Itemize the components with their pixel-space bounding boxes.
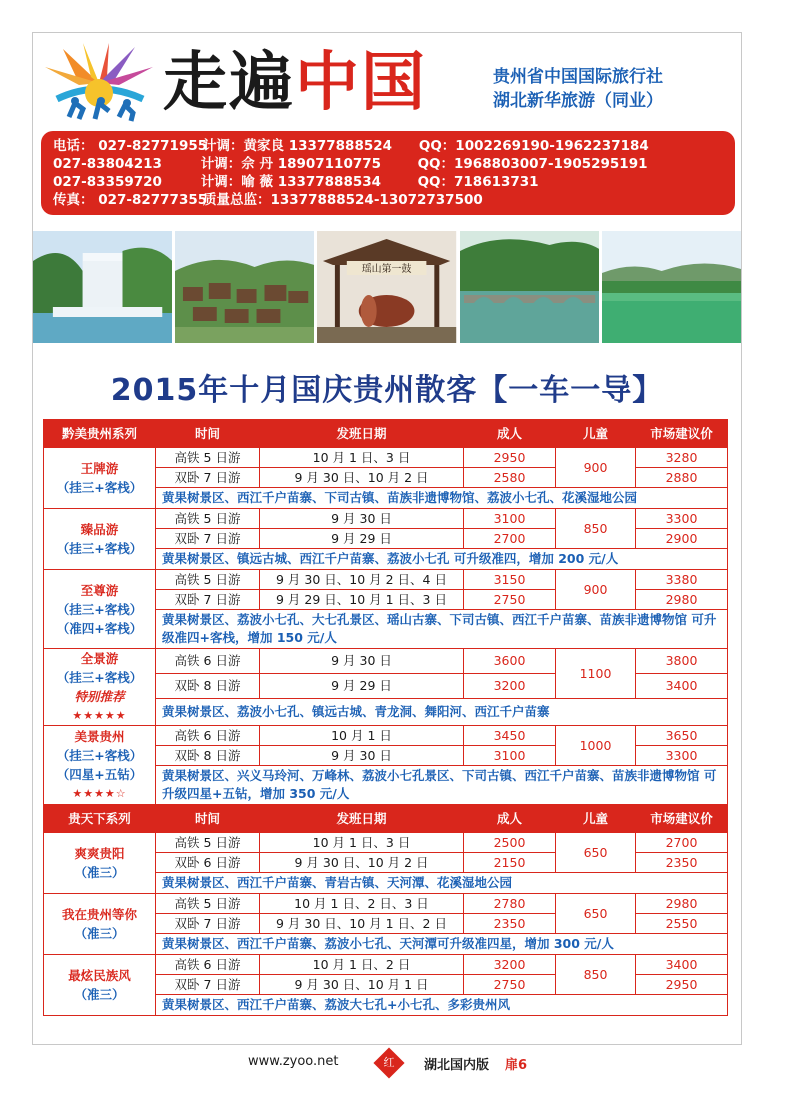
market-price: 3800: [636, 649, 728, 674]
edition-label: 湖北国内版: [424, 1058, 490, 1073]
column-header: 儿童: [556, 805, 636, 833]
adult-price: 2950: [464, 448, 556, 468]
table-row: [44, 894, 728, 914]
departure-date: 9 月 29 日: [260, 529, 464, 549]
adult-price: 2350: [464, 914, 556, 934]
departure-date: 9 月 30 日、10 月 2 日: [260, 468, 464, 488]
child-price: 900: [556, 570, 636, 610]
contact-band: [41, 131, 735, 215]
table-row: [44, 726, 728, 746]
adult-price: 3450: [464, 726, 556, 746]
trip-mode: 高铁 6 日游: [156, 649, 260, 674]
red-diamond-badge-icon: [373, 1047, 404, 1078]
child-price: 1000: [556, 726, 636, 766]
brochure-page: [32, 32, 742, 1045]
page-title: 2015年十月国庆贵州散客【一车一导】: [110, 373, 664, 408]
market-price: 2900: [636, 529, 728, 549]
brand-black-text: 走遍: [163, 45, 295, 120]
trip-mode: 双卧 7 日游: [156, 975, 260, 995]
tour-name-cell: [44, 833, 156, 894]
departure-date: 10 月 1 日、3 日: [260, 833, 464, 853]
market-price: 2980: [636, 590, 728, 610]
planner-text: 计调：佘 丹 18907110775: [200, 156, 382, 172]
tour-name: 王牌游: [80, 461, 119, 476]
tour-name-cell: [44, 955, 156, 1016]
market-price: 2980: [636, 894, 728, 914]
table-row: [44, 448, 728, 468]
photo-village: [175, 231, 314, 343]
child-price: 850: [556, 955, 636, 995]
adult-price: 3200: [464, 955, 556, 975]
header: [33, 33, 741, 131]
departure-date: 9 月 29 日: [260, 674, 464, 699]
brand-red-text: 中国: [295, 45, 427, 120]
website-link[interactable]: www.zyoo.net: [248, 1054, 339, 1069]
tour-name: 爽爽贵阳: [74, 846, 125, 861]
child-price: 1100: [556, 649, 636, 699]
adult-price: 2580: [464, 468, 556, 488]
hotel-grade: （准四+客栈）: [56, 620, 143, 636]
column-header: 黔美贵州系列: [44, 420, 156, 448]
column-header: 贵天下系列: [44, 805, 156, 833]
route-description: 黄果树景区、荔波小七孔、镇远古城、青龙洞、舞阳河、西江千户苗寨: [156, 699, 728, 726]
agency-names: [493, 65, 733, 113]
badge-text: 红: [383, 1056, 395, 1069]
trip-mode: 高铁 6 日游: [156, 955, 260, 975]
planner-text: 质量总监：13377888524-13072737500: [203, 192, 483, 208]
tour-name-cell: [44, 649, 156, 726]
contact-row: [53, 191, 723, 209]
tour-price-table: [43, 419, 728, 1016]
column-header: 成人: [464, 805, 556, 833]
trip-mode: 双卧 6 日游: [156, 853, 260, 873]
market-price: 3400: [636, 955, 728, 975]
departure-date: 9 月 30 日: [260, 649, 464, 674]
photo-strip: [33, 231, 741, 343]
agency-line-2: 湖北新华旅游（同业）: [493, 91, 663, 111]
departure-date: 10 月 1 日、3 日: [260, 448, 464, 468]
trip-mode: 高铁 5 日游: [156, 894, 260, 914]
adult-price: 2750: [464, 590, 556, 610]
sun-logo-icon: [43, 43, 155, 125]
planner-text: 计调：喻 薇 13377888534: [200, 174, 382, 190]
brand-logotype: [163, 41, 427, 125]
column-header: 市场建议价: [636, 805, 728, 833]
market-price: 3280: [636, 448, 728, 468]
table-row: [44, 955, 728, 975]
trip-mode: 双卧 7 日游: [156, 914, 260, 934]
trip-mode: 高铁 5 日游: [156, 448, 260, 468]
table-row: [44, 509, 728, 529]
adult-price: 3200: [464, 674, 556, 699]
hotel-grade: （挂三+客栈）: [56, 480, 143, 495]
table-header-row: [44, 805, 728, 833]
departure-date: 10 月 1 日、2 日、3 日: [260, 894, 464, 914]
tour-name-cell: [44, 448, 156, 509]
column-header: 发班日期: [260, 805, 464, 833]
column-header: 发班日期: [260, 420, 464, 448]
phone-text: 电话： 027-82771955: [53, 138, 208, 154]
child-price: 650: [556, 894, 636, 934]
hotel-grade: （四星+五钻）: [56, 767, 143, 782]
column-header: 时间: [156, 420, 260, 448]
route-description: 黄果树景区、荔波小七孔、大七孔景区、瑶山古寨、下司古镇、西江千户苗寨、苗族非遗博物馆 可升级准四+客栈，增加 150 元/人: [156, 610, 728, 649]
tour-name-cell: [44, 509, 156, 570]
departure-date: 9 月 30 日、10 月 1 日、2 日: [260, 914, 464, 934]
market-price: 2950: [636, 975, 728, 995]
svg-text:瑶山第一鼓: 瑶山第一鼓: [362, 263, 412, 276]
market-price: 2880: [636, 468, 728, 488]
recommend-label: 特别推荐: [74, 689, 125, 704]
hotel-grade: （挂三+客栈）: [56, 601, 143, 617]
adult-price: 3150: [464, 570, 556, 590]
route-description: 黄果树景区、兴义马玲河、万峰林、荔波小七孔景区、下司古镇、西江千户苗寨、苗族非遗博物馆 可升级四星+五钻，增加 350 元/人: [156, 766, 728, 805]
column-header: 市场建议价: [636, 420, 728, 448]
market-price: 3300: [636, 509, 728, 529]
photo-lake: [602, 231, 741, 343]
child-price: 850: [556, 509, 636, 549]
footer: [0, 1050, 800, 1078]
trip-mode: 双卧 7 日游: [156, 529, 260, 549]
tour-name-cell: [44, 894, 156, 955]
planner-text: 计调：黄家良 13377888524: [203, 138, 393, 154]
trip-mode: 双卧 8 日游: [156, 746, 260, 766]
trip-mode: 高铁 5 日游: [156, 833, 260, 853]
photo-stone-bridge: [460, 231, 599, 343]
child-price: 900: [556, 448, 636, 488]
trip-mode: 双卧 7 日游: [156, 590, 260, 610]
departure-date: 10 月 1 日、2 日: [260, 955, 464, 975]
departure-date: 10 月 1 日: [260, 726, 464, 746]
adult-price: 3100: [464, 746, 556, 766]
adult-price: 2150: [464, 853, 556, 873]
departure-date: 9 月 29 日、10 月 1 日、3 日: [260, 590, 464, 610]
hotel-grade: （挂三+客栈）: [56, 541, 143, 556]
hotel-grade: （准三）: [74, 865, 125, 880]
star-rating-icon: ★★★★☆: [72, 787, 127, 800]
photo-drum-pavilion: [317, 231, 456, 343]
departure-date: 9 月 30 日: [260, 509, 464, 529]
hotel-grade: （挂三+客栈）: [56, 670, 143, 685]
qq-text: QQ：1968803007-1905295191: [417, 156, 648, 172]
market-price: 3400: [636, 674, 728, 699]
trip-mode: 高铁 5 日游: [156, 509, 260, 529]
departure-date: 9 月 30 日: [260, 746, 464, 766]
tour-name: 最炫民族风: [68, 968, 131, 983]
route-description: 黄果树景区、西江千户苗寨、下司古镇、苗族非遗博物馆、荔波小七孔、花溪湿地公园: [156, 488, 728, 509]
column-header: 成人: [464, 420, 556, 448]
market-price: 3300: [636, 746, 728, 766]
market-price: 3650: [636, 726, 728, 746]
tour-name-cell: [44, 726, 156, 805]
phone-text: 027-83804213: [53, 156, 162, 172]
table-row: [44, 833, 728, 853]
trip-mode: 双卧 7 日游: [156, 468, 260, 488]
market-price: 2700: [636, 833, 728, 853]
star-rating-icon: ★★★★★: [72, 709, 127, 722]
hotel-grade: （准三）: [74, 926, 125, 941]
route-description: 黄果树景区、西江千户苗寨、荔波大七孔+小七孔、多彩贵州风: [156, 995, 728, 1016]
tour-name-cell: [44, 570, 156, 649]
route-description: 黄果树景区、镇远古城、西江千户苗寨、荔波小七孔 可升级准四，增加 200 元/人: [156, 549, 728, 570]
tour-name: 我在贵州等你: [61, 907, 137, 922]
market-price: 2350: [636, 853, 728, 873]
tour-name: 至尊游: [80, 582, 119, 598]
contact-row: [53, 155, 723, 173]
qq-text: QQ：718613731: [417, 174, 539, 190]
adult-price: 2500: [464, 833, 556, 853]
column-header: 时间: [156, 805, 260, 833]
tour-name: 全景游: [80, 651, 119, 666]
route-description: 黄果树景区、西江千户苗寨、青岩古镇、天河潭、花溪湿地公园: [156, 873, 728, 894]
market-price: 3380: [636, 570, 728, 590]
departure-date: 9 月 30 日、10 月 2 日: [260, 853, 464, 873]
adult-price: 2780: [464, 894, 556, 914]
market-price: 2550: [636, 914, 728, 934]
adult-price: 3100: [464, 509, 556, 529]
phone-text: 传真： 027-82777355: [53, 192, 208, 208]
departure-date: 9 月 30 日、10 月 1 日: [260, 975, 464, 995]
qq-text: QQ：1002269190-1962237184: [418, 138, 649, 154]
contact-row: [53, 137, 723, 155]
hotel-grade: （挂三+客栈）: [56, 748, 143, 763]
tour-name: 臻品游: [80, 522, 119, 537]
adult-price: 2750: [464, 975, 556, 995]
table-row: [44, 570, 728, 590]
route-description: 黄果树景区、西江千户苗寨、荔波小七孔、天河潭可升级准四星，增加 300 元/人: [156, 934, 728, 955]
photo-waterfall: [33, 231, 172, 343]
trip-mode: 高铁 6 日游: [156, 726, 260, 746]
phone-text: 027-83359720: [53, 174, 162, 190]
column-header: 儿童: [556, 420, 636, 448]
adult-price: 3600: [464, 649, 556, 674]
departure-date: 9 月 30 日、10 月 2 日、4 日: [260, 570, 464, 590]
hotel-grade: （准三）: [74, 987, 125, 1002]
table-header-row: [44, 420, 728, 448]
child-price: 650: [556, 833, 636, 873]
agency-line-1: 贵州省中国国际旅行社: [493, 67, 663, 87]
page-number: 扉6: [505, 1058, 528, 1073]
trip-mode: 高铁 5 日游: [156, 570, 260, 590]
trip-mode: 双卧 8 日游: [156, 674, 260, 699]
table-row: [44, 649, 728, 674]
tour-name: 美景贵州: [74, 729, 125, 744]
adult-price: 2700: [464, 529, 556, 549]
contact-row: [53, 173, 723, 191]
